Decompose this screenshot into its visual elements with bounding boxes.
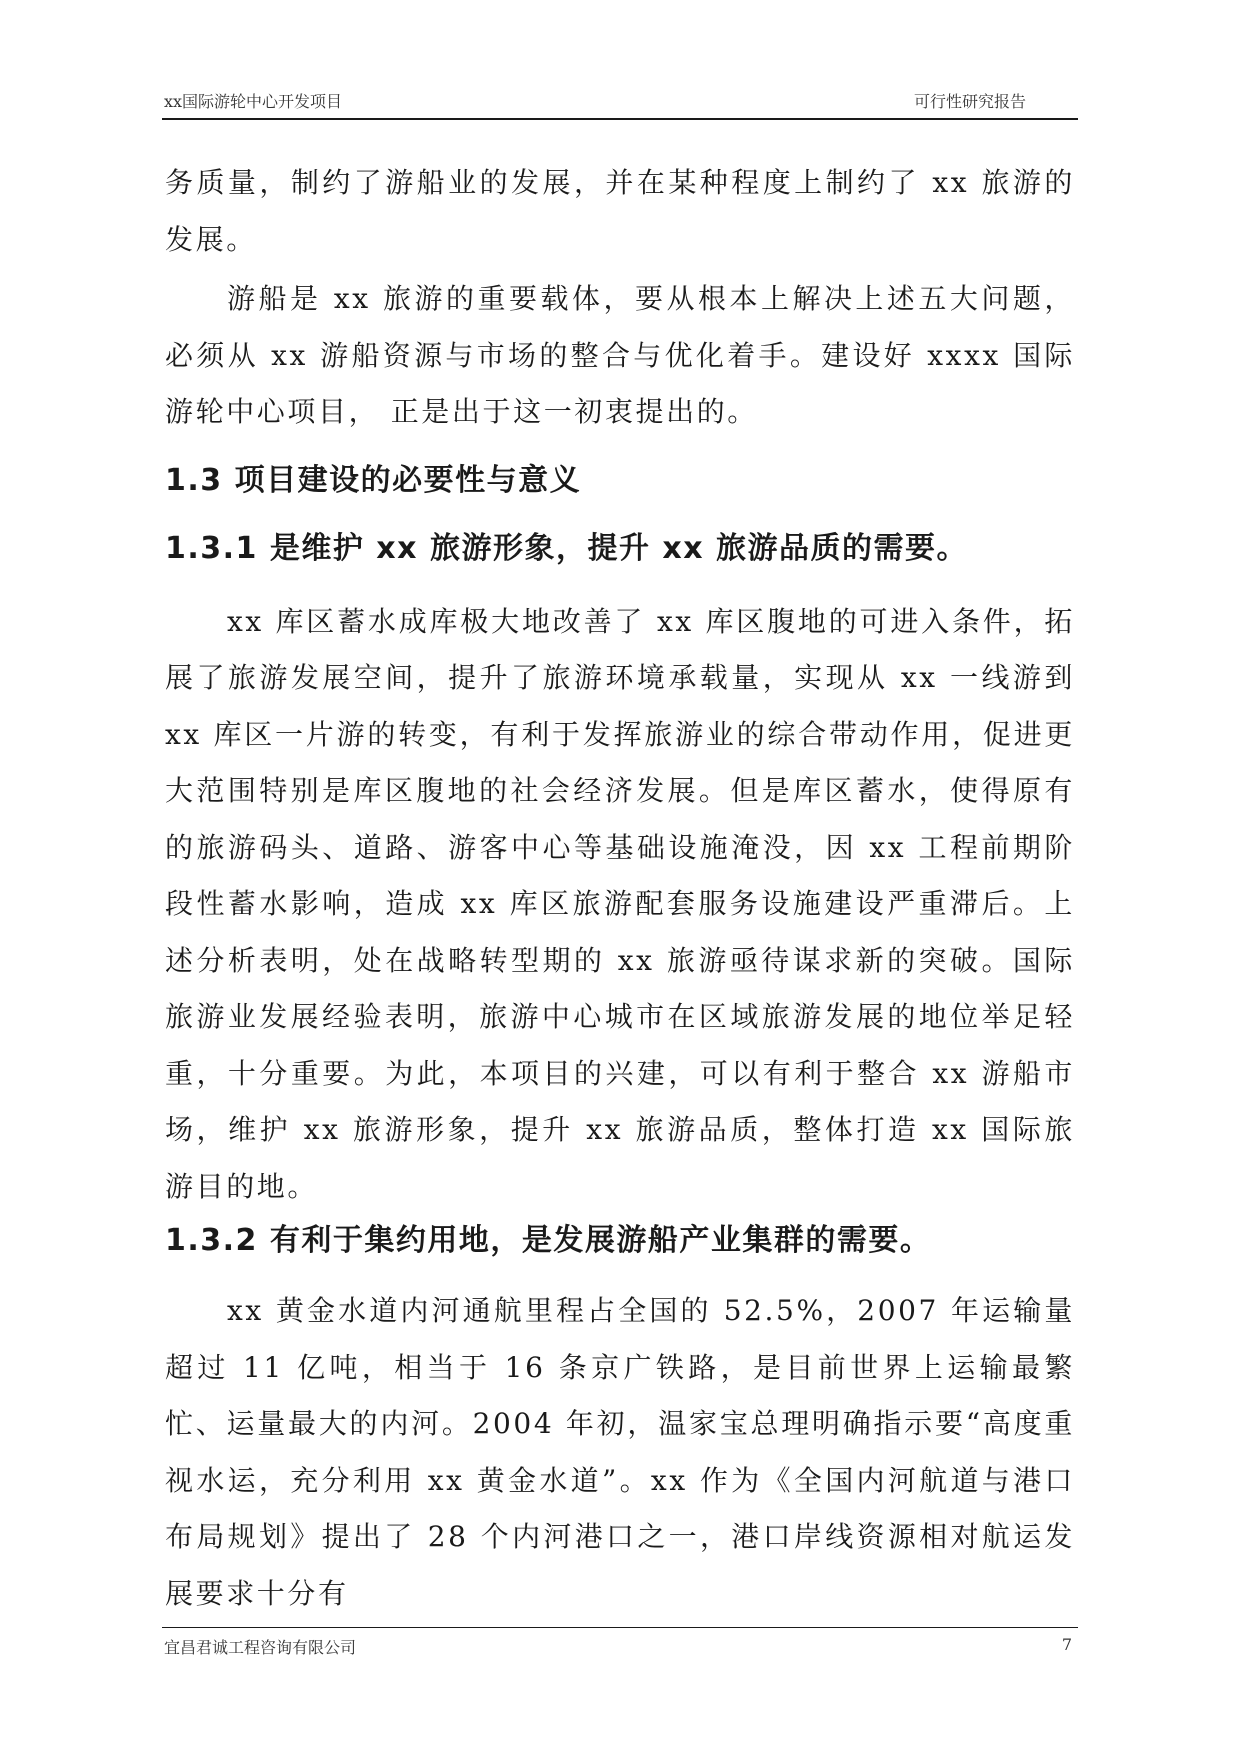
page-header xyxy=(162,86,1078,120)
paragraph-golden-waterway: xx 黄金水道内河通航里程占全国的 52.5%，2007 年运输量超过 11 亿吨，相当于 16 条京广铁路，是目前世界上运输最繁忙、运量最大的内河。2004 年初，温家宝总理明确指示要“高度重视水运，充分利用 xx 黄金水道”。xx 作为《全国内河航道与港口布局规划》提出了 28 个内河港口之一，港口岸线资源相对航运发展要求十分有 xyxy=(165,1294,1075,1610)
page-number: 7 xyxy=(1061,1635,1072,1654)
page-content xyxy=(165,155,1075,1622)
section-heading-1-3: 1.3 项目建设的必要性与意义 xyxy=(165,462,582,498)
paragraph-tourism-image: xx 库区蓄水成库极大地改善了 xx 库区腹地的可进入条件，拓展了旅游发展空间，提升了旅游环境承载量，实现从 xx 一线游到 xx 库区一片游的转变，有利于发挥旅游业的综合带动作用，促进更大范围特别是库区腹地的社会经济发展。但是库区蓄水，使得原有的旅游码头、道路、游客中心等基础设施淹没，因 xx 工程前期阶段性蓄水影响，造成 xx 库区旅游配套服务设施建设严重滞后。上述分析表明，处在战略转型期的 xx 旅游亟待谋求新的突破。国际旅游业发展经验表明，旅游中心城市在区域旅游发展的地位举足轻重，十分重要。为此，本项目的兴建，可以有利于整合 xx 游船市场，维护 xx 旅游形象，提升 xx 旅游品质，整体打造 xx 国际旅游目的地。 xyxy=(165,604,1075,1203)
header-project-title: xx国际游轮中心开发项目 xyxy=(164,92,343,111)
section-heading-1-3-1: 1.3.1 是维护 xx 旅游形象，提升 xx 旅游品质的需要。 xyxy=(165,530,969,566)
section-heading-1-3-2: 1.3.2 有利于集约用地，是发展游船产业集群的需要。 xyxy=(165,1223,932,1258)
paragraph-continuation: 务质量，制约了游船业的发展，并在某种程度上制约了 xx 旅游的发展。 xyxy=(165,166,1075,256)
paragraph-cruise-importance: 游船是 xx 旅游的重要载体，要从根本上解决上述五大问题，必须从 xx 游船资源与市场的整合与优化着手。建设好 xxxx 国际游轮中心项目， 正是出于这一初衷提出的。 xyxy=(165,282,1075,428)
page-footer xyxy=(162,1627,1078,1662)
footer-company-name: 宜昌君诚工程咨询有限公司 xyxy=(164,1638,357,1657)
header-report-type: 可行性研究报告 xyxy=(913,92,1026,111)
